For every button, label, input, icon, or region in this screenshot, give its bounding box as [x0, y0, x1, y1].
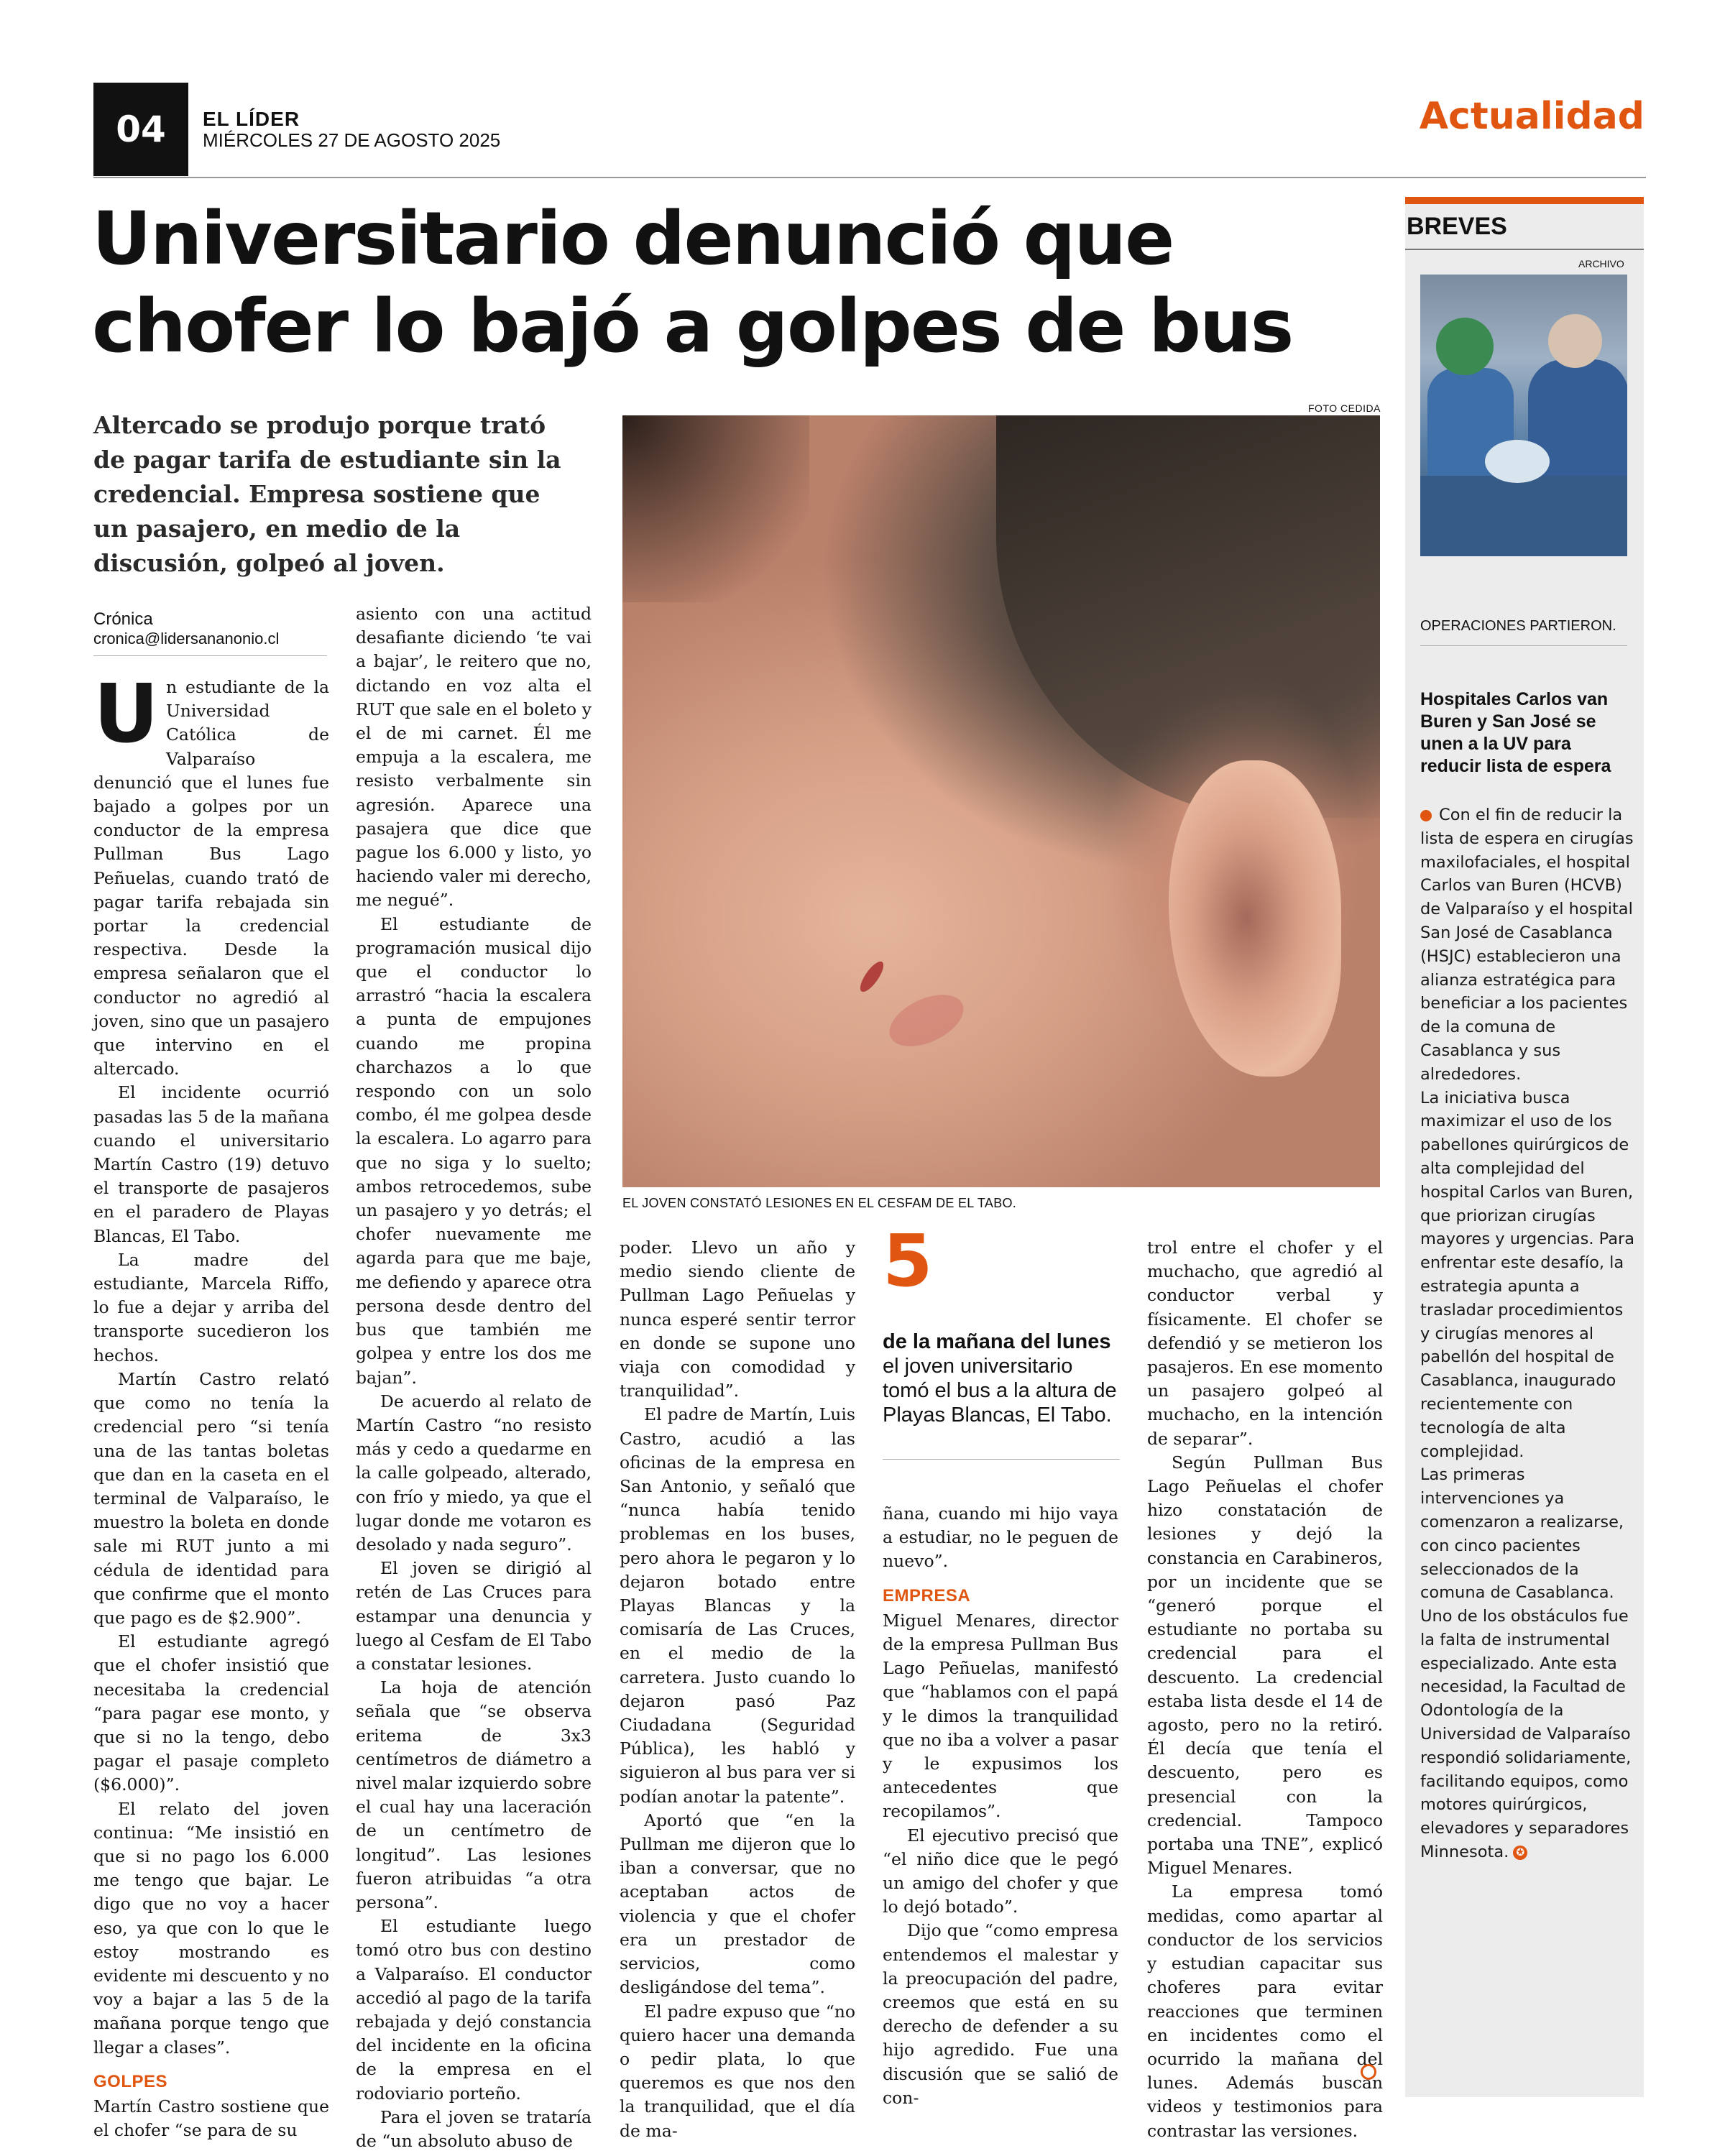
surgeon-cap — [1436, 318, 1494, 375]
pull-quote — [883, 1330, 1120, 1427]
paragraph: La hoja de atención señala que “se observa eritema de 3x3 centímetros de diámetro a nivel malar izquierdo sobre el cual hay una laceración de un centímetro de longitud”. Las lesiones fueron atribuidas “a otra persona”. — [356, 1677, 592, 1912]
sidebar-headline: Hospitales Carlos van Buren y San José se unen a la UV para reducir lista de espera — [1420, 689, 1611, 776]
header-divider — [93, 177, 1646, 178]
sidebar-paragraph — [1420, 1605, 1636, 1864]
paragraph: Martín Castro sostiene que el chofer “se para de su — [93, 2096, 329, 2141]
sidebar-body — [1420, 803, 1636, 1864]
surgical-light — [1485, 440, 1550, 483]
paragraph: La madre del estudiante, Marcela Riffo, lo fue a dejar y arriba del transporte sucedieron los hechos. — [93, 1249, 329, 1365]
pull-quote-text: el joven universitario tomó el bus a la altura de Playas Blancas, El Tabo. — [883, 1355, 1117, 1427]
surgery-photo — [1420, 275, 1627, 556]
paragraph: trol entre el chofer y el muchacho, que agredió al conductor verbal y físicamente. El chofer se defendió y se metieron los pasajeros. En ese momento un pasajero golpeó al muchacho, en la intención de separar”. — [1147, 1238, 1383, 1449]
paragraph: La empresa tomó medidas, como apartar al conductor de los servicios y estudian capacitar sus choferes para evitar reacciones que terminen en incidentes como el ocurrido la mañana del lunes. Además buscan videos y testimonios para contrastar las versiones. — [1147, 1881, 1383, 2141]
paragraph: Miguel Menares, director de la empresa Pullman Bus Lago Peñuelas, manifestó que “hablamos con el papá y le dimos la tranquilidad que no iba a volver a pasar y le expusimos los antecedentes que recopilamos”. — [883, 1610, 1118, 1822]
photo-credit: FOTO CEDIDA — [1308, 402, 1381, 414]
article-end-icon — [1361, 2064, 1376, 2080]
paragraph: Martín Castro relató que como no tenía la credencial pero “si tenía una de las tantas boletas que dan en la caseta en el terminal de Valparaíso, le muestro la boleta en donde sale mi RUT junto a mi cédula de identidad para que confirme que el monto que pago es de $2.900”. — [93, 1368, 329, 1628]
page-number: 04 — [93, 83, 188, 176]
paragraph: El padre de Martín, Luis Castro, acudió a las oficinas de la empresa en San Antonio, y señaló que “nunca había tenido problemas en los buses, pero ahora le pegaron y lo dejaron botado entre Playas Blancas y la comisaría de Las Cruces, en el medio de la carretera. Justo cuando lo dejaron pasó Paz Ciudadana (Seguridad Pública), les habló y siguieron al bus para ver si podían anotar la patente”. — [620, 1404, 855, 1807]
paragraph: asiento con una actitud desafiante diciendo ‘te vai a bajar’, le reitero que no, dictando en voz alta el RUT que sale en el boleto y el de mi carnet. Él me empuja a la escalera, me resisto verbalmente sin agresión. Aparece una pasajera que dice que pague los 6.000 y listo, yo haciendo valer mi derecho, me negué”. — [356, 604, 592, 911]
issue-date: MIÉRCOLES 27 DE AGOSTO 2025 — [203, 129, 501, 151]
paragraph: Aportó que “en la Pullman me dijeron que lo iban a conversar, que no aceptaban actos de violencia y que el chofer era un prestador de servicios, como desligándose del tema”. — [620, 1810, 855, 1998]
assistant-head — [1548, 314, 1602, 368]
paragraph: El relato del joven continua: “Me insistió en que si no pago los 6.000 me tengo que bajar. Le digo que no voy a hacer eso, ya que con lo que le estoy mostrando es evidente mi descuento y no voy a bajar a las 5 de la mañana porque tengo que llegar a clases”. — [93, 1798, 329, 2058]
injury-photo — [622, 415, 1380, 1187]
article-headline: Universitario denunció que chofer lo bajó a golpes de bus — [92, 196, 1293, 369]
sidebar-title: BREVES — [1407, 213, 1507, 240]
drop-cap: U — [93, 668, 159, 761]
sidebar-paragraph — [1420, 803, 1636, 1087]
pull-quote-divider — [883, 1459, 1120, 1460]
photo-shadow — [622, 415, 809, 602]
byline-divider — [93, 655, 327, 656]
article-subhead: Altercado se produjo porque trató de pagar tarifa de estudiante sin la credencial. Empresa sostiene que un pasajero, en medio de la discusión, golpeó al joven. — [93, 411, 561, 577]
paragraph: ñana, cuando mi hijo vaya a estudiar, no le peguen de nuevo”. — [883, 1503, 1118, 1572]
article-column-4 — [883, 1502, 1118, 2110]
pull-quote-bold: de la mañana del lunes — [883, 1330, 1111, 1353]
bullet-icon — [1420, 810, 1432, 821]
article-column-3 — [620, 1236, 855, 2143]
end-icon: ✪ — [1513, 1846, 1527, 1860]
paragraph: El estudiante de programación musical dijo que el conductor lo arrastró “hacia la escalera a punta de empujones cuando me propina charchazos a lo que respondo con un solo combo, él me golpea desde la escalera. Lo agarro para que no siga y lo suelto; ambos retrocedemos, sube un pasajero y yo detrás; el chofer nuevamente me agarda para que me baje, me defiendo y aparece otra persona desde dentro del bus que también me golpea y entre los dos me bajan”. — [356, 913, 592, 1388]
pull-quote-number: 5 — [883, 1219, 933, 1303]
photo-ear — [1169, 760, 1341, 1077]
newspaper-name: EL LÍDER — [203, 108, 300, 130]
subheading-empresa: EMPRESA — [883, 1585, 971, 1606]
sidebar-text: Con el fin de reducir la lista de espera en cirugías maxilofaciales, el hospital Carlos van Buren (HCVB) de Valparaíso y el hospital San José de Casablanca (HSJC) establecieron una alianza estratégica para beneficiar a los pacientes de la comuna de Casablanca y sus alrededores. — [1420, 806, 1634, 1084]
sidebar-text: Uno de los obstáculos fue la falta de instrumental especializado. Ante esta necesidad, la Facultad de Odontología de la Universidad de Valparaíso respondió solidariamente, facilitando equipos, como motores quirúrgicos, elevadores y separadores Minnesota. — [1420, 1607, 1632, 1862]
paragraph: El estudiante agregó que el chofer insistió que necesitaba la credencial “para pagar ese monto, y que si no la tengo, debo pagar el pasaje completo ($6.000)”. — [93, 1631, 329, 1795]
paragraph: poder. Llevo un año y medio siendo cliente de Pullman Lago Peñuelas y nunca esperé sentir terror en donde se supone uno viaja con comodidad y tranquilidad”. — [620, 1238, 855, 1401]
paragraph: Según Pullman Bus Lago Peñuelas el chofer hizo constatación de lesiones y dejó la constancia en Carabineros, por un incidente que se “generó porque el estudiante no portaba su credencial para el descuento. La credencial estaba lista desde el 14 de agosto, pero no la retiró. Él decía que tenía el descuento, pero es presencial con la credencial. Tampoco portaba una TNE”, explicó Miguel Menares. — [1147, 1452, 1383, 1879]
paragraph: Para el joven se trataría de “un absoluto abuso de — [356, 2106, 592, 2151]
section-name: Actualidad — [1419, 95, 1644, 138]
byline-role: Crónica — [93, 609, 153, 629]
paragraph: El incidente ocurrió pasadas las 5 de la mañana cuando el universitario Martín Castro (19) detuvo el transporte de pasajeros en el paradero de Playas Blancas, El Tabo. — [93, 1082, 329, 1246]
paragraph: Dijo que “como empresa entendemos el malestar y la preocupación del padre, creemos que está en su derecho de defender a su hijo agredido. Fue una discusión que se salió de con- — [883, 1920, 1118, 2108]
byline-email: cronica@lidersananonio.cl — [93, 630, 280, 648]
paragraph: De acuerdo al relato de Martín Castro “no resisto más y cedo a quedarme en la calle golpeado, alterado, con frío y miedo, ya que el lugar donde me votaron es desolado y nada seguro”. — [356, 1391, 592, 1554]
sidebar-paragraph: La iniciativa busca maximizar el uso de los pabellones quirúrgicos de alta complejidad del hospital Carlos van Buren, que priorizan cirugías mayores y urgencias. Para enfrentar este desafío, la estrategia apunta a trasladar procedimientos y cirugías menores al pabellón del hospital de Casablanca, inaugurado recientemente con tecnología de alta complejidad. — [1420, 1088, 1635, 1461]
sidebar-photo-caption: OPERACIONES PARTIERON. — [1420, 618, 1616, 634]
paragraph: n estudiante de la Universidad Católica de Valparaíso denunció que el lunes fue bajado a golpes por un conductor de la empresa Pullman Bus Lago Peñuelas, cuando trató de pagar tarifa rebajada sin portar la credencial respectiva. Desde la empresa señalaron que el conductor no agredió al joven, sino que un pasajero que intervino en el altercado. — [93, 677, 329, 1079]
article-column-5 — [1147, 1236, 1383, 2143]
photo-caption: EL JOVEN CONSTATÓ LESIONES EN EL CESFAM DE EL TABO. — [622, 1196, 1017, 1210]
sidebar-divider — [1405, 249, 1644, 250]
paragraph: El padre expuso que “no quiero hacer una demanda o pedir plata, lo que queremos es que nos den la tranquilidad, que el día de ma- — [620, 2001, 855, 2141]
operating-table — [1420, 476, 1627, 556]
subheading-golpes: GOLPES — [93, 2071, 168, 2091]
article-column-2 — [356, 602, 592, 2153]
sidebar-paragraph: Las primeras intervenciones ya comenzaron a realizarse, con cinco pacientes seleccionados de la comuna de Casablanca. — [1420, 1465, 1624, 1603]
paragraph: El ejecutivo precisó que “el niño dice que le pegó un amigo del chofer y que lo dejó botado”. — [883, 1825, 1118, 1917]
sidebar-photo-credit: ARCHIVO — [1578, 258, 1624, 270]
article-column-1 — [93, 668, 329, 2142]
photo-hair — [996, 415, 1380, 818]
photo-erythema — [881, 985, 971, 1057]
sidebar-caption-divider — [1420, 645, 1627, 646]
photo-laceration — [856, 958, 887, 995]
paragraph: El joven se dirigió al retén de Las Cruces para estampar una denuncia y luego al Cesfam de El Tabo a constatar lesiones. — [356, 1558, 592, 1674]
paragraph: El estudiante luego tomó otro bus con destino a Valparaíso. El conductor accedió al pago de la tarifa rebajada y dejó constancia del incidente en la oficina de la empresa en el rodoviario porteño. — [356, 1916, 592, 2104]
